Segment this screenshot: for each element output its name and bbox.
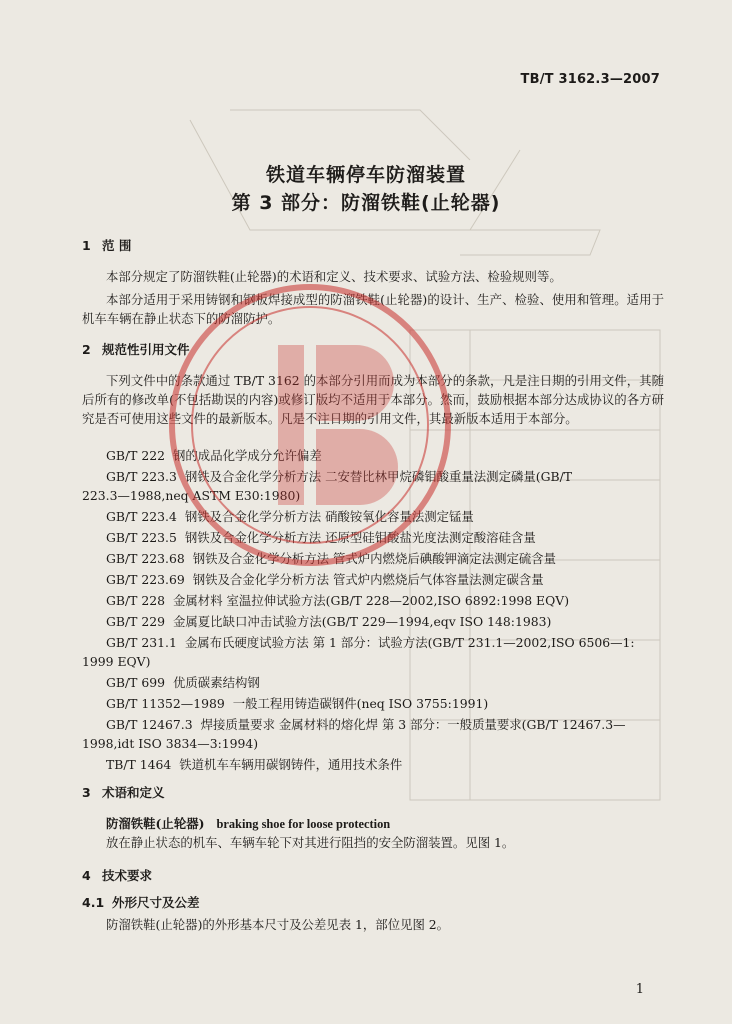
reference-code: GB/T 229 [106,614,166,629]
term-chinese: 防溜铁鞋(止轮器) [106,816,205,831]
reference-title-continuation: 1999 EQV) [82,654,151,669]
reference-code: GB/T 223.4 [106,509,177,524]
paragraph: 放在静止状态的机车、车辆车轮下对其进行阻挡的安全防溜装置。见图 1。 [106,835,515,850]
reference-code: GB/T 223.68 [106,551,185,566]
reference-item [82,633,664,671]
reference-code: GB/T 231.1 [106,635,177,650]
reference-item [82,612,664,631]
reference-title: 金属布氏硬度试验方法 第 1 部分：试验方法(GB/T 231.1—2002,ISO 6506—1: [184,635,635,650]
section-title: 外形尺寸及公差 [112,895,200,910]
reference-code: GB/T 222 [106,448,166,463]
reference-item [82,673,664,692]
paragraph: 下列文件中的条款通过 TB/T 3162 的本部分引用而成为本部分的条款，凡是注日期的引用文件，其随后所有的修改单(不包括勘误的内容)或修订版均不适用于本部分。然而，鼓励根据本部分达成协议的各方研究是否可使用这些文件的最新版本。凡是不注日期的引用文件，其最新版本适用于本部分。 [82,373,664,426]
reference-title: 铁道机车车辆用碳钢铸件，通用技术条件 [179,757,403,772]
publisher-stamp-seal [160,275,460,575]
reference-code: GB/T 699 [106,675,166,690]
reference-title: 钢铁及合金化学分析方法 还原型硅钼酸盐光度法测定酸溶硅含量 [184,530,536,545]
section-number: 4.1 [82,895,105,910]
reference-title: 焊接质量要求 金属材料的熔化焊 第 3 部分：一般质量要求(GB/T 12467.3— [200,717,626,732]
reference-title: 金属材料 室温拉伸试验方法(GB/T 228—2002,ISO 6892:1998 EQV) [173,593,570,608]
reference-code: GB/T 228 [106,593,166,608]
document-title: 铁道车辆停车防溜装置 [265,164,466,186]
reference-title: 金属夏比缺口冲击试验方法(GB/T 229—1994,eqv ISO 148:1983) [173,614,552,629]
term-entry [106,814,390,832]
reference-title: 钢铁及合金化学分析方法 二安替比林甲烷磷钼酸重量法测定磷量(GB/T [184,469,573,484]
reference-item [82,694,664,713]
section-heading-1 [82,236,131,254]
section-number: 4 [82,868,91,883]
section-heading-3 [82,783,165,801]
paragraph: 防溜铁鞋(止轮器)的外形基本尺寸及公差见表 1，部位见图 2。 [106,917,450,932]
reference-code: GB/T 11352—1989 [106,696,225,711]
section-number: 2 [82,342,91,357]
section-title: 术语和定义 [102,785,165,800]
reference-item [82,715,664,753]
reference-title: 优质碳素结构钢 [173,675,260,690]
reference-code: GB/T 223.3 [106,469,177,484]
reference-item [82,591,664,610]
paragraph: 本部分规定了防溜铁鞋(止轮器)的术语和定义、技术要求、试验方法、检验规则等。 [106,269,562,284]
section-heading-4-1 [82,893,200,911]
section-title: 技术要求 [102,868,153,883]
reference-title-continuation: 223.3—1988,neq ASTM E30:1980) [82,488,301,503]
reference-item [82,755,664,774]
standard-number: TB/T 3162.3—2007 [520,72,660,87]
reference-title: 钢的成品化学成分允许偏差 [173,448,322,463]
reference-code: GB/T 223.5 [106,530,177,545]
reference-code: GB/T 12467.3 [106,717,193,732]
page-number: 1 [635,982,644,997]
reference-title: 钢铁及合金化学分析方法 管式炉内燃烧后碘酸钾滴定法测定硫含量 [192,551,557,566]
section-number: 1 [82,238,91,253]
reference-title: 一般工程用铸造碳钢件(neq ISO 3755:1991) [232,696,489,711]
paragraph: 本部分适用于采用铸钢和钢板焊接成型的防溜铁鞋(止轮器)的设计、生产、检验、使用和管理。适用于机车车辆在静止状态下的防溜防护。 [82,292,664,326]
reference-title: 钢铁及合金化学分析方法 管式炉内燃烧后气体容量法测定碳含量 [192,572,544,587]
section-heading-4 [82,866,152,884]
document-subtitle: 第 3 部分：防溜铁鞋(止轮器) [231,192,501,214]
reference-title: 钢铁及合金化学分析方法 硝酸铵氧化容量法测定锰量 [184,509,474,524]
section-title: 规范性引用文件 [102,342,190,357]
section-number: 3 [82,785,91,800]
reference-code: TB/T 1464 [106,757,172,772]
reference-title-continuation: 1998,idt ISO 3834—3:1994) [82,736,259,751]
term-english: braking shoe for loose protection [216,817,391,831]
reference-code: GB/T 223.69 [106,572,185,587]
section-title: 范 围 [102,238,132,253]
